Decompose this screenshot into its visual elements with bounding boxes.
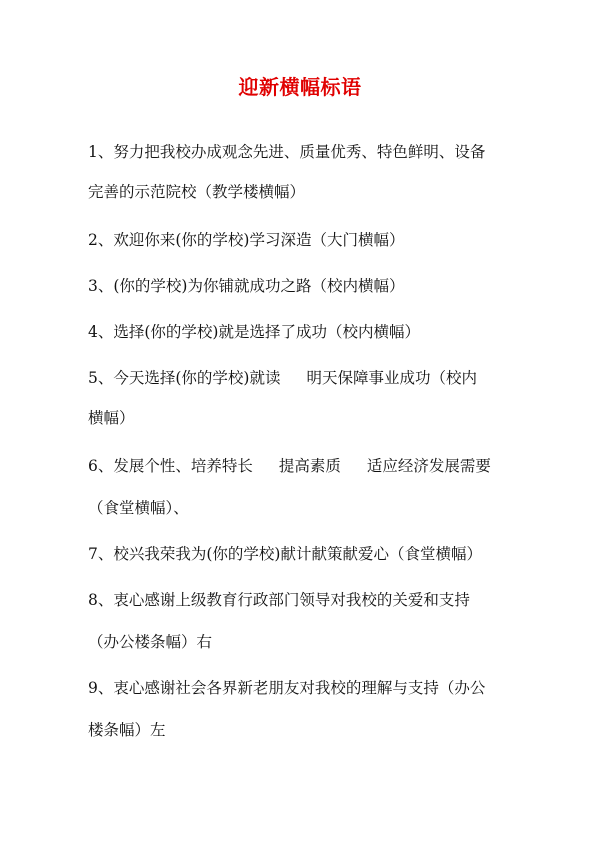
banner-slogan-8-line-1: 8、衷心感谢上级教育行政部门领导对我校的关爱和支持	[88, 591, 470, 609]
banner-slogan-3: 3、(你的学校)为你铺就成功之路（校内横幅）	[88, 277, 405, 295]
banner-slogan-5-line-1	[88, 367, 528, 389]
banner-slogan-8-line-2: （办公楼条幅）右	[88, 633, 213, 651]
banner-slogan-1-line-2: 完善的示范院校（教学楼横幅）	[88, 183, 306, 201]
banner-slogan-5-part-2: 明天保障事业成功（校内	[306, 369, 477, 387]
banner-slogan-6-line-2: （食堂横幅）、	[88, 499, 189, 517]
banner-slogan-6-part-3: 适应经济发展需要	[366, 457, 491, 475]
banner-slogan-1-line-1: 1、努力把我校办成观念先进、质量优秀、特色鲜明、设备	[88, 143, 486, 161]
banner-slogan-9-line-1: 9、衷心感谢社会各界新老朋友对我校的理解与支持（办公	[88, 679, 486, 697]
banner-slogan-5-line-2: 横幅）	[88, 409, 135, 427]
banner-slogan-2: 2、欢迎你来(你的学校)学习深造（大门横幅）	[88, 231, 405, 249]
banner-slogan-7: 7、校兴我荣我为(你的学校)献计献策献爱心（食堂横幅）	[88, 545, 482, 563]
document-title: 迎新横幅标语	[238, 75, 362, 99]
banner-slogan-4: 4、选择(你的学校)就是选择了成功（校内横幅）	[88, 323, 420, 341]
banner-slogan-6-line-1	[88, 455, 528, 477]
banner-slogan-5-part-1: 5、今天选择(你的学校)就读	[88, 369, 281, 387]
banner-slogan-9-line-2: 楼条幅）左	[88, 721, 166, 739]
banner-slogan-6-part-2: 提高素质	[278, 457, 341, 475]
banner-slogan-6-part-1: 6、发展个性、培养特长	[88, 457, 253, 475]
